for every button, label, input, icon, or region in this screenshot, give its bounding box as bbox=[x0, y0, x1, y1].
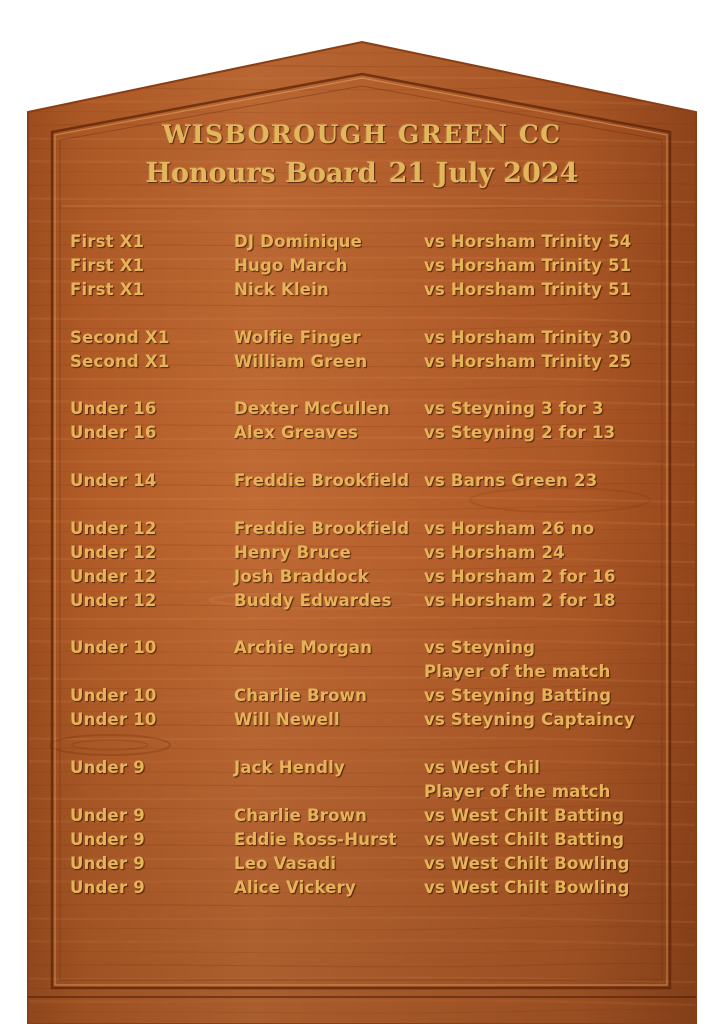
honours-row bbox=[0, 350, 724, 374]
match-detail-cell: vs Horsham 2 for 16 bbox=[424, 566, 616, 586]
team-cell: Under 9 bbox=[70, 830, 145, 850]
match-detail-cell: vs Horsham 24 bbox=[424, 542, 565, 562]
honours-row bbox=[0, 756, 724, 780]
team-cell: Under 10 bbox=[70, 686, 157, 706]
player-name-cell: Alex Greaves bbox=[234, 423, 359, 443]
match-detail-cell: vs Horsham 26 no bbox=[424, 518, 595, 538]
team-cell: Under 12 bbox=[70, 590, 157, 610]
honours-row bbox=[0, 421, 724, 445]
player-name-cell: Leo Vasadi bbox=[234, 854, 337, 874]
honours-row bbox=[0, 517, 724, 541]
player-name-cell: DJ Dominique bbox=[234, 232, 363, 251]
team-cell: Under 12 bbox=[70, 518, 157, 538]
player-name-cell: Dexter McCullen bbox=[234, 399, 390, 419]
player-name-cell: Henry Bruce bbox=[234, 542, 352, 562]
honours-row bbox=[0, 708, 724, 732]
player-name-cell: Archie Morgan bbox=[234, 638, 373, 658]
honours-row bbox=[0, 804, 724, 828]
team-cell: Under 16 bbox=[70, 399, 157, 419]
team-cell: Under 12 bbox=[70, 566, 157, 586]
match-detail-cell: Player of the match bbox=[424, 782, 611, 802]
match-detail-cell: vs West Chilt Batting bbox=[424, 830, 625, 850]
match-detail-cell: vs West Chilt Bowling bbox=[424, 854, 630, 874]
match-detail-cell: vs Horsham Trinity 51 bbox=[424, 256, 632, 275]
team-cell: Second X1 bbox=[70, 351, 170, 371]
honours-row bbox=[0, 397, 724, 421]
match-detail-cell: vs West Chilt Batting bbox=[424, 806, 625, 826]
player-name-cell: Will Newell bbox=[234, 710, 340, 730]
board-subtitle bbox=[0, 158, 724, 189]
team-cell: Second X1 bbox=[70, 327, 170, 347]
match-detail-cell: vs West Chil bbox=[424, 758, 541, 778]
match-detail-cell: vs Horsham Trinity 25 bbox=[424, 351, 632, 371]
player-name-cell: Freddie Brookfield bbox=[234, 471, 410, 491]
honours-row bbox=[0, 684, 724, 708]
team-cell: First X1 bbox=[70, 256, 145, 275]
team-cell: Under 9 bbox=[70, 758, 145, 778]
honours-row bbox=[0, 780, 724, 804]
honours-row bbox=[0, 326, 724, 350]
honours-row bbox=[0, 660, 724, 684]
match-detail-cell: vs Steyning 3 for 3 bbox=[424, 399, 604, 419]
player-name-cell: Charlie Brown bbox=[234, 686, 368, 706]
player-name-cell: Charlie Brown bbox=[234, 806, 368, 826]
team-cell: Under 16 bbox=[70, 423, 157, 443]
honours-row bbox=[0, 278, 724, 302]
honours-row bbox=[0, 469, 724, 493]
honours-row bbox=[0, 828, 724, 852]
match-detail-cell: vs Steyning bbox=[424, 638, 536, 658]
match-detail-cell: vs Horsham 2 for 18 bbox=[424, 590, 616, 610]
honours-list bbox=[0, 230, 724, 900]
club-name-title: WISBOROUGH GREEN CC bbox=[162, 120, 562, 149]
player-name-cell: Alice Vickery bbox=[234, 878, 356, 898]
match-detail-cell: vs Steyning Captaincy bbox=[424, 710, 635, 730]
team-cell: Under 9 bbox=[70, 878, 145, 898]
team-cell: First X1 bbox=[70, 232, 145, 251]
honours-row bbox=[0, 852, 724, 876]
team-cell: First X1 bbox=[70, 280, 145, 299]
board-date: 21 July 2024 bbox=[388, 158, 579, 189]
player-name-cell: William Green bbox=[234, 351, 368, 371]
honours-row bbox=[0, 636, 724, 660]
match-detail-cell: vs Steyning Batting bbox=[424, 686, 612, 706]
player-name-cell: Jack Hendly bbox=[234, 758, 345, 778]
match-detail-cell: Player of the match bbox=[424, 662, 611, 682]
player-name-cell: Freddie Brookfield bbox=[234, 518, 410, 538]
honours-row bbox=[0, 541, 724, 565]
team-cell: Under 9 bbox=[70, 806, 145, 826]
player-name-cell: Hugo March bbox=[234, 256, 348, 275]
honours-row bbox=[0, 589, 724, 613]
match-detail-cell: vs Horsham Trinity 54 bbox=[424, 232, 632, 251]
match-detail-cell: vs Barns Green 23 bbox=[424, 471, 598, 491]
team-cell: Under 10 bbox=[70, 710, 157, 730]
honours-row bbox=[0, 254, 724, 278]
match-detail-cell: vs Horsham Trinity 51 bbox=[424, 280, 632, 299]
team-cell: Under 12 bbox=[70, 542, 157, 562]
match-detail-cell: vs Horsham Trinity 30 bbox=[424, 327, 632, 347]
team-cell: Under 9 bbox=[70, 854, 145, 874]
honours-row bbox=[0, 565, 724, 589]
team-cell: Under 14 bbox=[70, 471, 157, 491]
player-name-cell: Nick Klein bbox=[234, 280, 329, 299]
player-name-cell: Wolfie Finger bbox=[234, 327, 361, 347]
honours-row bbox=[0, 230, 724, 254]
player-name-cell: Josh Braddock bbox=[234, 566, 369, 586]
team-cell: Under 10 bbox=[70, 638, 157, 658]
player-name-cell: Buddy Edwardes bbox=[234, 590, 392, 610]
board-subtitle-label: Honours Board bbox=[145, 158, 377, 189]
honours-row bbox=[0, 876, 724, 900]
player-name-cell: Eddie Ross-Hurst bbox=[234, 830, 397, 850]
match-detail-cell: vs West Chilt Bowling bbox=[424, 878, 630, 898]
match-detail-cell: vs Steyning 2 for 13 bbox=[424, 423, 616, 443]
